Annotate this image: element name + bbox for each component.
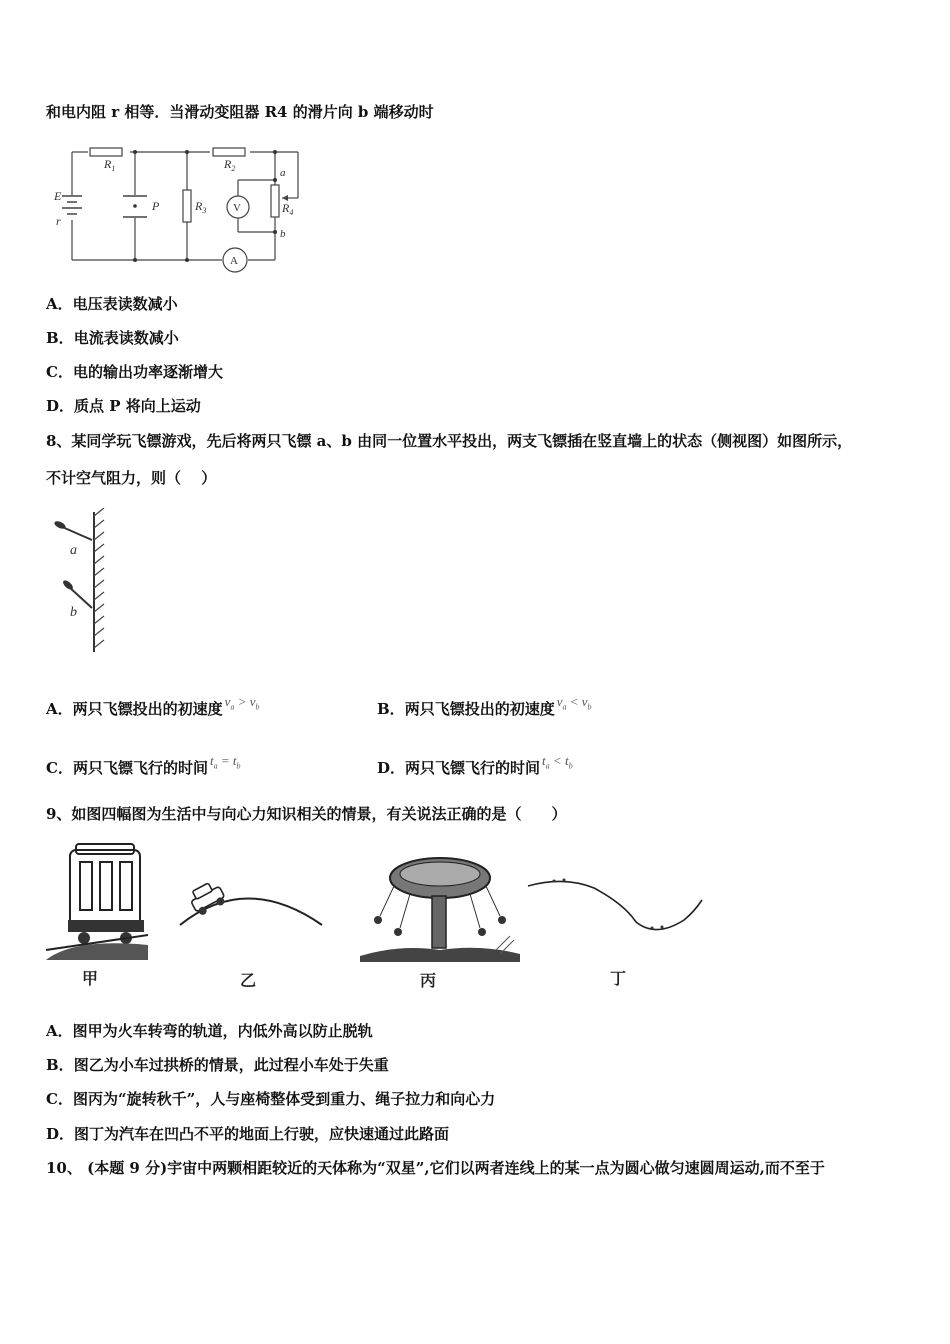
svg-text:E: E: [54, 189, 62, 203]
q8-stem-line2: 不计空气阻力，则（ ）: [46, 469, 217, 487]
svg-text:R1: $R_1$: [104, 157, 116, 173]
svg-text:V: V: [233, 202, 241, 214]
svg-text:R3: $R_3$: [195, 199, 207, 215]
svg-text:A: A: [230, 255, 238, 267]
q9-option-b: B．图乙为小车过拱桥的情景，此过程小车处于失重: [46, 1056, 389, 1074]
q9-option-d: D．图丁为汽车在凹凸不平的地面上行驶，应快速通过此路面: [46, 1125, 450, 1143]
figure-yi-bridge: [176, 870, 326, 930]
figure-ding-road: [524, 872, 704, 937]
caption-ding: 丁: [610, 969, 627, 988]
q7-option-d: D．质点 P 将向上运动: [46, 397, 201, 415]
svg-text:R4: $R_4$: [282, 201, 294, 217]
q8-option-a: A．两只飞镖投出的初速度 $v_a > v_b$: [46, 694, 260, 718]
q8-option-c: C．两只飞镖飞行的时间 $t_a = t_b$: [46, 753, 241, 777]
svg-text:r: r: [56, 214, 61, 228]
caption-bing: 丙: [420, 971, 437, 990]
q7-option-b: B．电流表读数减小: [46, 329, 179, 347]
q8-option-d: D．两只飞镖飞行的时间 $t_a < t_b$: [377, 753, 573, 777]
q7-option-a: A．电压表读数减小: [46, 295, 178, 313]
darts-wall-figure: [44, 508, 114, 656]
q8-option-b: B．两只飞镖投出的初速度 $v_a < v_b$: [377, 694, 592, 718]
svg-text:b: b: [70, 605, 77, 620]
q9-option-a: A．图甲为火车转弯的轨道，内低外高以防止脱轨: [46, 1022, 373, 1040]
svg-text:a: a: [70, 543, 77, 558]
svg-text:P: P: [152, 199, 160, 213]
figure-jia-train: [44, 840, 148, 965]
svg-text:b: b: [280, 228, 286, 240]
q9-option-c: C．图丙为“旋转秋千”，人与座椅整体受到重力、绳子拉力和向心力: [46, 1090, 496, 1108]
caption-jia: 甲: [82, 969, 99, 988]
q10-stem: 10、 (本题 9 分)宇宙中两颗相距较近的天体称为“双星”,它们以两者连线上的某一点为圆心做匀速圆周运动,而不至于: [46, 1159, 825, 1177]
caption-yi: 乙: [240, 971, 257, 990]
circuit-diagram: [50, 140, 310, 275]
svg-text:a: a: [280, 167, 286, 179]
svg-text:R2: $R_2$: [224, 157, 236, 173]
intro-line: 和电内阻 r 相等．当滑动变阻器 R4 的滑片向 b 端移动时: [46, 103, 434, 121]
q8-stem-line1: 8、某同学玩飞镖游戏，先后将两只飞镖 a、b 由同一位置水平投出，两支飞镖插在竖直墙上的状态（侧视图）如图所示，: [46, 432, 853, 450]
q9-stem: 9、如图四幅图为生活中与向心力知识相关的情景，有关说法正确的是（ ）: [46, 805, 567, 823]
figure-bing-swing: [360, 848, 520, 963]
q7-option-c: C．电的输出功率逐渐增大: [46, 363, 223, 381]
